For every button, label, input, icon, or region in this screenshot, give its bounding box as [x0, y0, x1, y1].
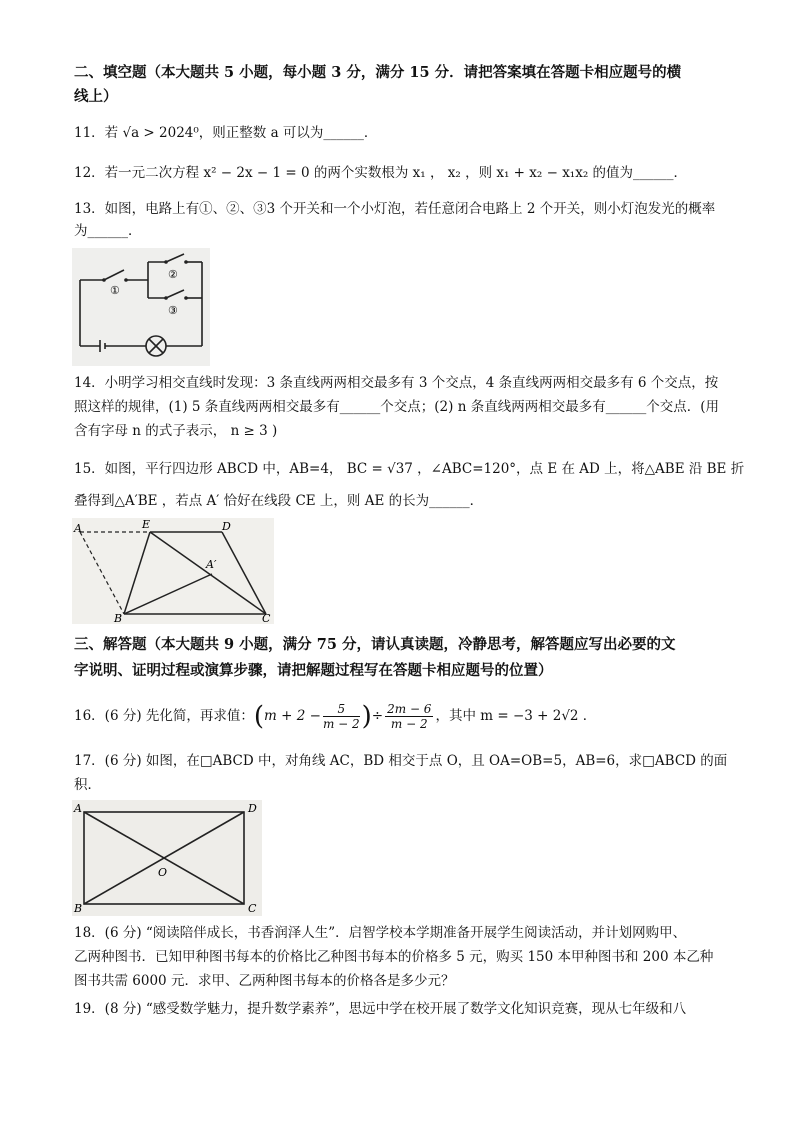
rect-point-C: C: [248, 902, 257, 915]
q16-prefix: 16．(6 分) 先化简，再求值：: [74, 708, 254, 724]
question-18-line2: 乙两种图书．已知甲种图书每本的价格比乙种图书每本的价格多 5 元，购买 150 本甲种图书和 200 本乙种: [74, 949, 714, 965]
q16-fraction-2: [385, 702, 433, 731]
question-15-line1: 15．如图，平行四边形 ABCD 中，AB=4， BC = √37 ，∠ABC=120°，点 E 在 AD 上，将△ABE 沿 BE 折: [74, 461, 745, 477]
question-12: 12．若一元二次方程 x² − 2x − 1 = 0 的两个实数根为 x₁ ， x₂ ，则 x₁ + x₂ − x₁x₂ 的值为______．: [74, 165, 688, 181]
switch-label-3: ③: [168, 304, 178, 317]
question-13-line1: 13．如图，电路上有①、②、③3 个开关和一个小灯泡，若任意闭合电路上 2 个开关，则小灯泡发光的概率: [74, 201, 716, 217]
question-16: 16．(6 分) 先化简，再求值：(m + 2 − $\frac{5}{m - 2}$ )÷ $\frac{2m - 6}{m - 2}$ ，其中 m = −3 + 2√2 ．: [74, 701, 597, 732]
question-17-line2: 积．: [74, 777, 101, 793]
question-11: 11．若 √a > 2024⁰，则正整数 a 可以为______．: [74, 125, 378, 141]
section2-heading-line2: 线上）: [74, 88, 118, 105]
q16-frac2-den: m − 2: [390, 717, 428, 731]
question-18-line3: 图书共需 6000 元．求甲、乙两种图书每本的价格各是多少元？: [74, 973, 455, 989]
point-A: A: [74, 522, 82, 535]
rect-point-A: A: [74, 802, 82, 815]
question-14-line2: 照这样的规律，(1) 5 条直线两两相交最多有______个交点；(2) n 条直线两两相交最多有______个交点．(用: [74, 399, 719, 415]
question-19-line1: 19．(8 分) “感受数学魅力，提升数学素养”，思远中学在校开展了数学文化知识竞赛，现从七年级和八: [74, 1001, 687, 1017]
question-17-line1: 17．(6 分) 如图，在□ABCD 中，对角线 AC，BD 相交于点 O，且 OA=OB=5，AB=6，求□ABCD 的面: [74, 753, 728, 769]
q16-suffix: ，其中 m = −3 + 2√2 ．: [435, 708, 597, 724]
question-15-line2: 叠得到△A′BE ，若点 A′ 恰好在线段 CE 上，则 AE 的长为______．: [74, 493, 484, 509]
point-A-prime: A′: [206, 558, 217, 571]
switch-label-1: ①: [110, 284, 120, 297]
q16-frac1-den: m − 2: [322, 717, 360, 731]
rectangle-diagram: [72, 800, 262, 916]
section3-heading-line2: 字说明、证明过程或演算步骤，请把解题过程写在答题卡相应题号的位置）: [74, 662, 553, 679]
q16-fraction-1: [323, 702, 360, 731]
q16-frac1-num: 5: [323, 702, 360, 717]
question-13-line2: 为______．: [74, 223, 142, 239]
q16-div: ÷: [371, 708, 384, 724]
rect-point-D: D: [248, 802, 257, 815]
fold-diagram: [72, 518, 274, 624]
section2-heading-line1: 二、填空题（本大题共 5 小题，每小题 3 分，满分 15 分．请把答案填在答题卡相应题号的横: [74, 64, 682, 81]
circuit-diagram: [72, 248, 210, 366]
rect-point-B: B: [74, 902, 83, 915]
point-E: E: [142, 518, 151, 531]
section3-heading-line1: 三、解答题（本大题共 9 小题，满分 75 分，请认真读题，冷静思考，解答题应写出必要的文: [74, 636, 676, 653]
switch-label-2: ②: [168, 268, 178, 281]
q16-frac2-num: 2m − 6: [387, 702, 432, 716]
question-14-line3: 含有字母 n 的式子表示， n ≥ 3 ): [74, 423, 278, 439]
question-14-line1: 14．小明学习相交直线时发现：3 条直线两两相交最多有 3 个交点，4 条直线两两相交最多有 6 个交点，按: [74, 375, 719, 391]
rectangle-diagonals-figure: [72, 800, 262, 916]
question-18-line1: 18．(6 分) “阅读陪伴成长，书香润泽人生”．启智学校本学期准备开展学生阅读活动，并计划网购甲、: [74, 925, 687, 941]
rect-point-O: O: [158, 866, 168, 879]
circuit-figure: [72, 248, 210, 366]
point-B: B: [114, 612, 123, 624]
point-D: D: [222, 520, 231, 533]
point-C: C: [262, 612, 271, 624]
q16-expr-a: m + 2 −: [264, 708, 321, 724]
parallelogram-fold-figure: [72, 518, 274, 624]
